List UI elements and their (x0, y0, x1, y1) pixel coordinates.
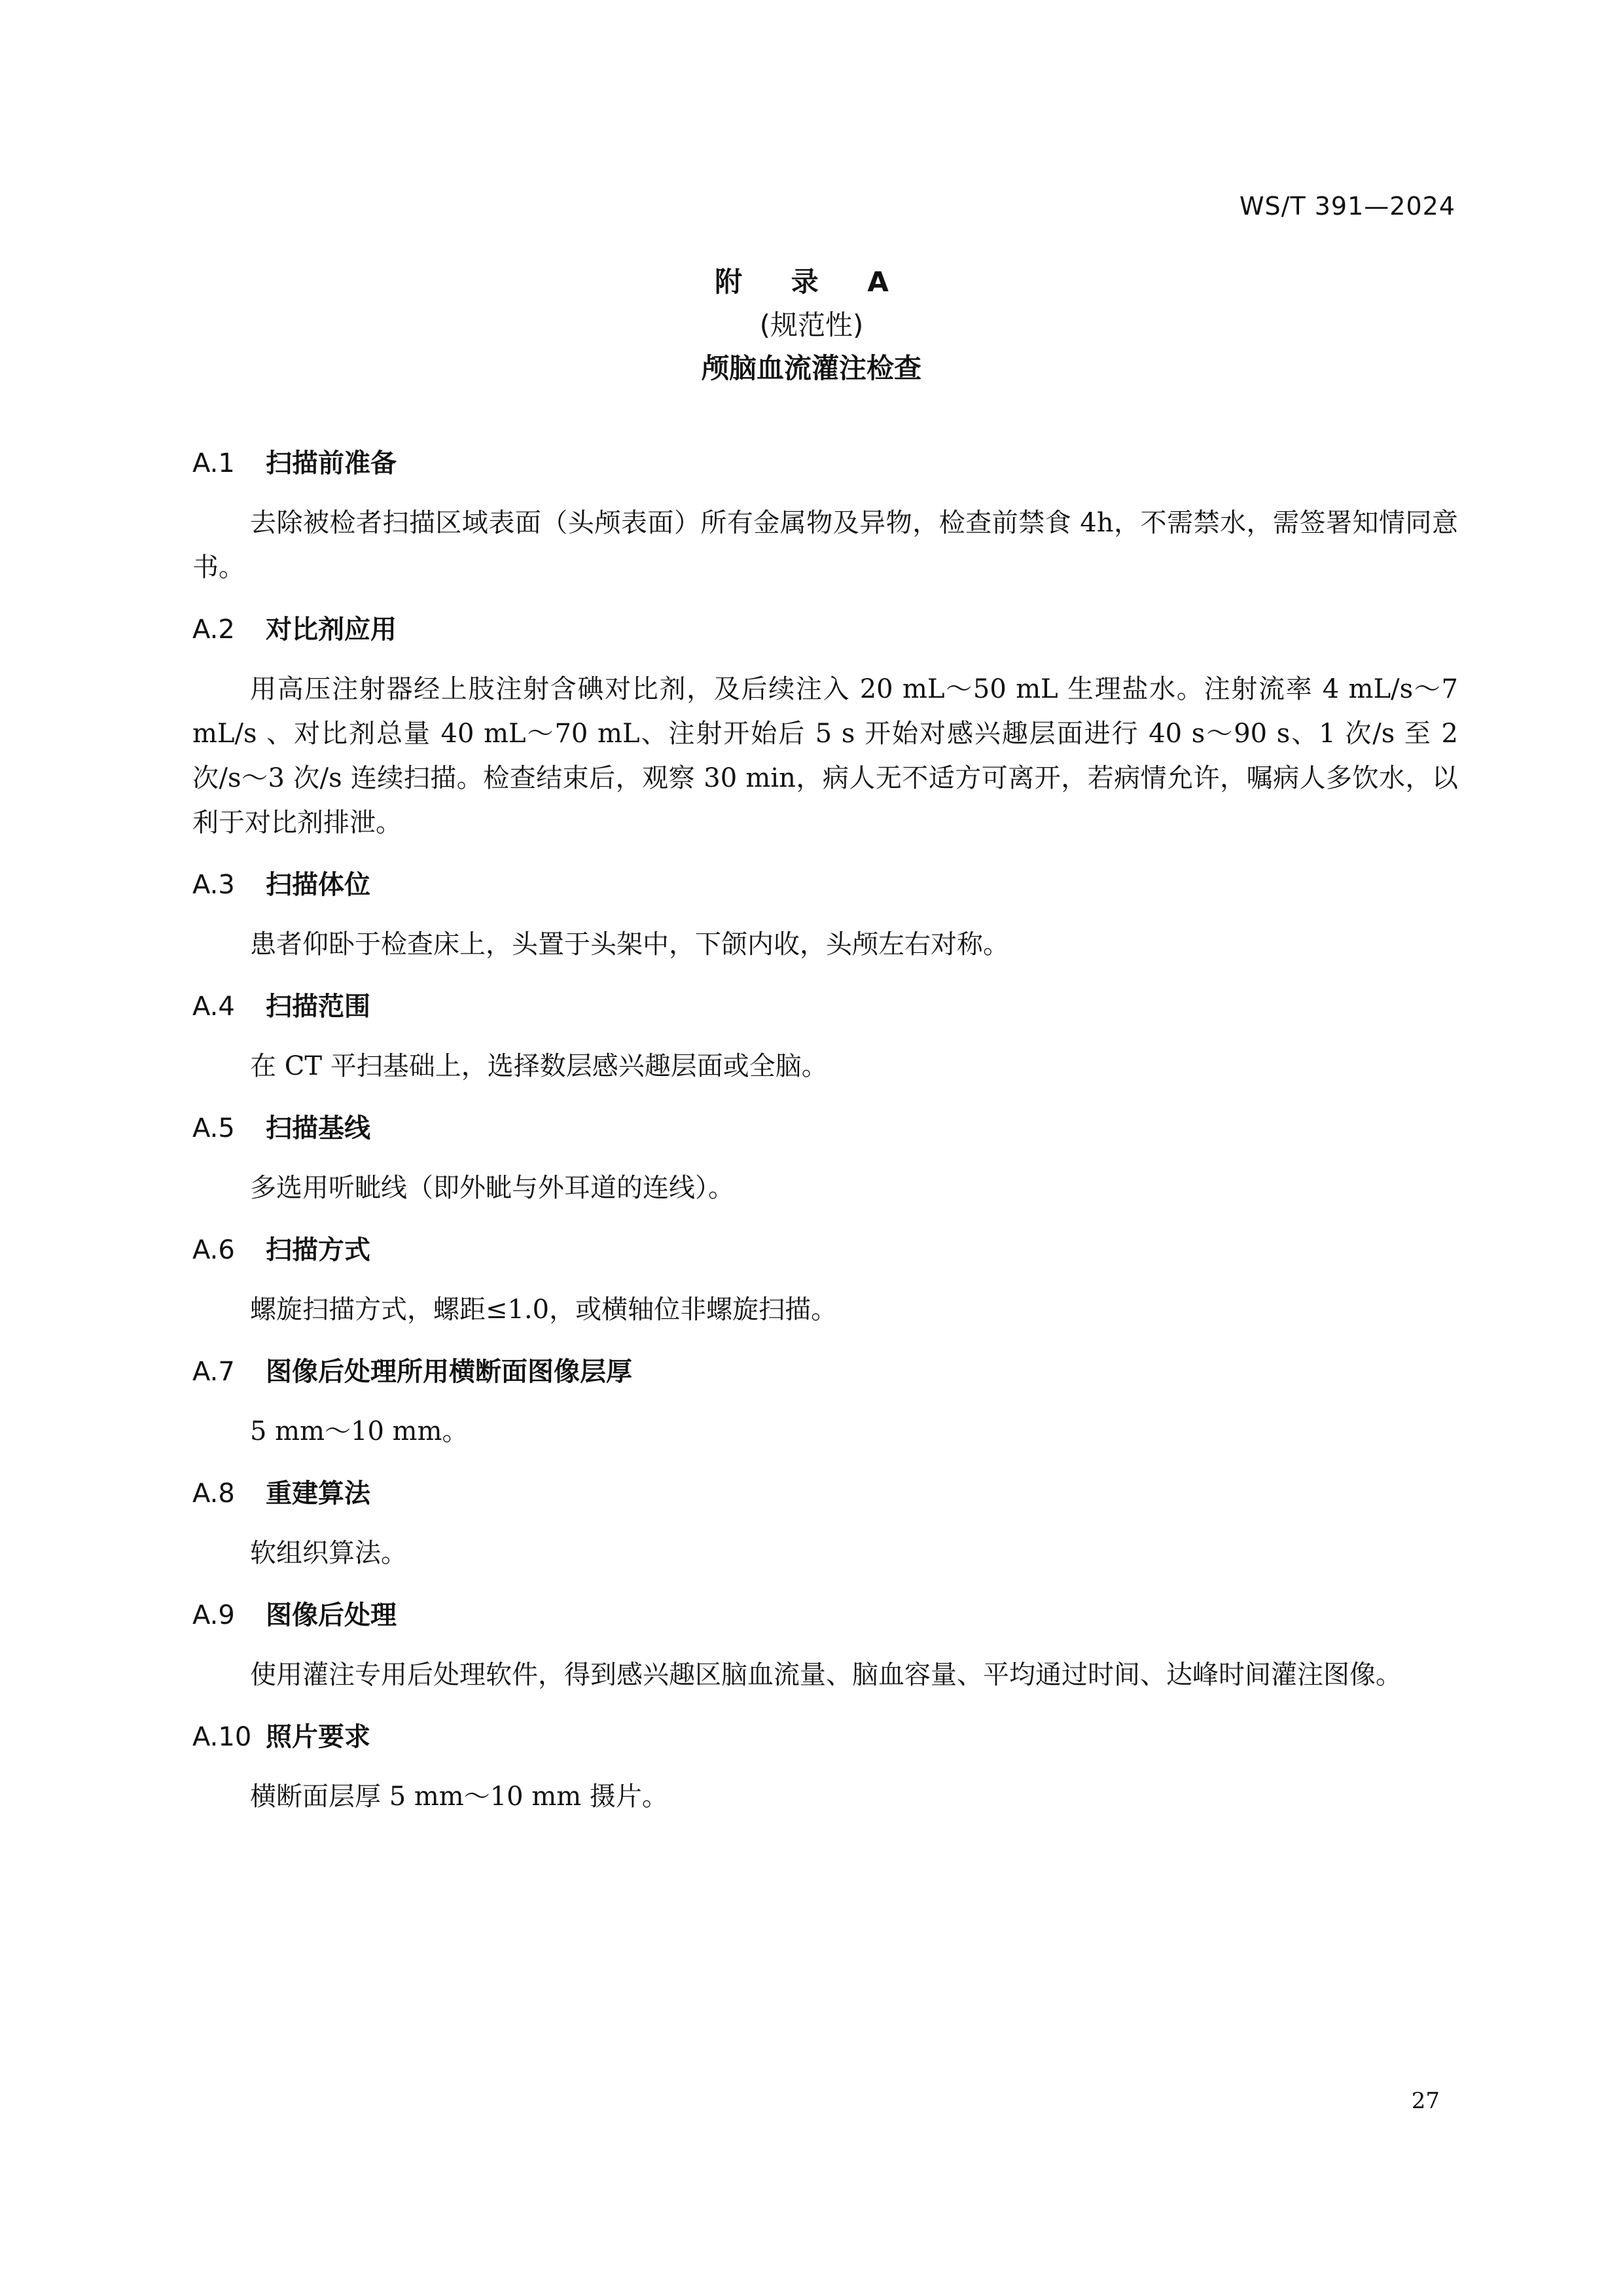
section-heading (192, 1107, 1458, 1150)
section-body: 螺旋扫描方式，螺距≤1.0，或横轴位非螺旋扫描。 (250, 1295, 838, 1325)
section-a1 (192, 442, 1458, 590)
section-title: 图像后处理 (266, 1600, 397, 1630)
section-heading (192, 863, 1458, 906)
section-number: A.10 (192, 1722, 252, 1752)
section-body: 横断面层厚 5 mm～10 mm 摄片。 (250, 1782, 668, 1812)
standard-code: WS/T 391—2024 (1239, 192, 1455, 221)
section-body: 去除被检者扫描区域表面（头颅表面）所有金属物及异物，检查前禁食 4h，不需禁水，需签署知情同意书。 (192, 508, 1458, 583)
section-heading (192, 1472, 1458, 1515)
section-a7 (192, 1350, 1458, 1454)
appendix-nature: (规范性) (759, 309, 864, 341)
section-title: 扫描前准备 (266, 448, 397, 478)
appendix-title: 颅脑血流灌注检查 (701, 352, 921, 384)
section-title: 扫描方式 (266, 1235, 370, 1265)
section-heading (192, 608, 1458, 651)
section-body: 在 CT 平扫基础上，选择数层感兴趣层面或全脑。 (250, 1051, 828, 1081)
section-title: 扫描体位 (266, 870, 370, 900)
section-heading (192, 1229, 1458, 1272)
section-body: 5 mm～10 mm。 (250, 1416, 469, 1446)
section-number: A.1 (192, 448, 235, 478)
section-title: 扫描范围 (266, 992, 370, 1022)
section-heading (192, 985, 1458, 1028)
section-heading (192, 1350, 1458, 1393)
section-number: A.5 (192, 1113, 235, 1143)
section-title: 照片要求 (266, 1722, 370, 1752)
section-number: A.4 (192, 992, 235, 1022)
appendix-content (192, 442, 1458, 1837)
section-a6 (192, 1229, 1458, 1332)
section-body: 使用灌注专用后处理软件，得到感兴趣区脑血流量、脑血容量、平均通过时间、达峰时间灌注图像。 (250, 1660, 1402, 1690)
section-number: A.8 (192, 1479, 235, 1509)
section-a5 (192, 1107, 1458, 1210)
section-number: A.7 (192, 1357, 235, 1387)
section-title: 对比剂应用 (266, 615, 397, 645)
section-a8 (192, 1472, 1458, 1575)
section-body: 用高压注射器经上肢注射含碘对比剂，及后续注入 20 mL～50 mL 生理盐水。注射流率 4 mL/s～7 mL/s 、对比剂总量 40 mL～70 mL、注射开始后 5 s 开始对感兴趣层面进行 40 s～90 s、1 次/s 至 2 次/s～3 次/s 连续扫描。检查结束后，观察 30 min，病人无不适方可离开，若病情允许，嘱病人多饮水，以利于对比剂排泄。 (192, 674, 1458, 838)
section-title: 扫描基线 (266, 1113, 370, 1143)
section-body: 软组织算法。 (250, 1538, 407, 1568)
section-title: 重建算法 (266, 1479, 370, 1509)
page-number: 27 (1411, 2088, 1440, 2114)
appendix-label: 附 录 A (715, 266, 908, 298)
section-a3 (192, 863, 1458, 967)
section-heading (192, 1594, 1458, 1637)
section-heading (192, 442, 1458, 485)
section-a2 (192, 608, 1458, 845)
section-a9 (192, 1594, 1458, 1697)
section-a4 (192, 985, 1458, 1088)
section-a10 (192, 1715, 1458, 1819)
section-number: A.6 (192, 1235, 235, 1265)
section-body: 多选用听眦线（即外眦与外耳道的连线）。 (250, 1173, 734, 1203)
section-body: 患者仰卧于检查床上，头置于头架中，下颌内收，头颅左右对称。 (250, 929, 1009, 960)
section-number: A.9 (192, 1600, 235, 1630)
appendix-title-block (0, 260, 1623, 390)
section-number: A.2 (192, 615, 235, 645)
section-number: A.3 (192, 870, 235, 900)
section-heading (192, 1715, 1458, 1759)
section-title: 图像后处理所用横断面图像层厚 (266, 1357, 632, 1387)
